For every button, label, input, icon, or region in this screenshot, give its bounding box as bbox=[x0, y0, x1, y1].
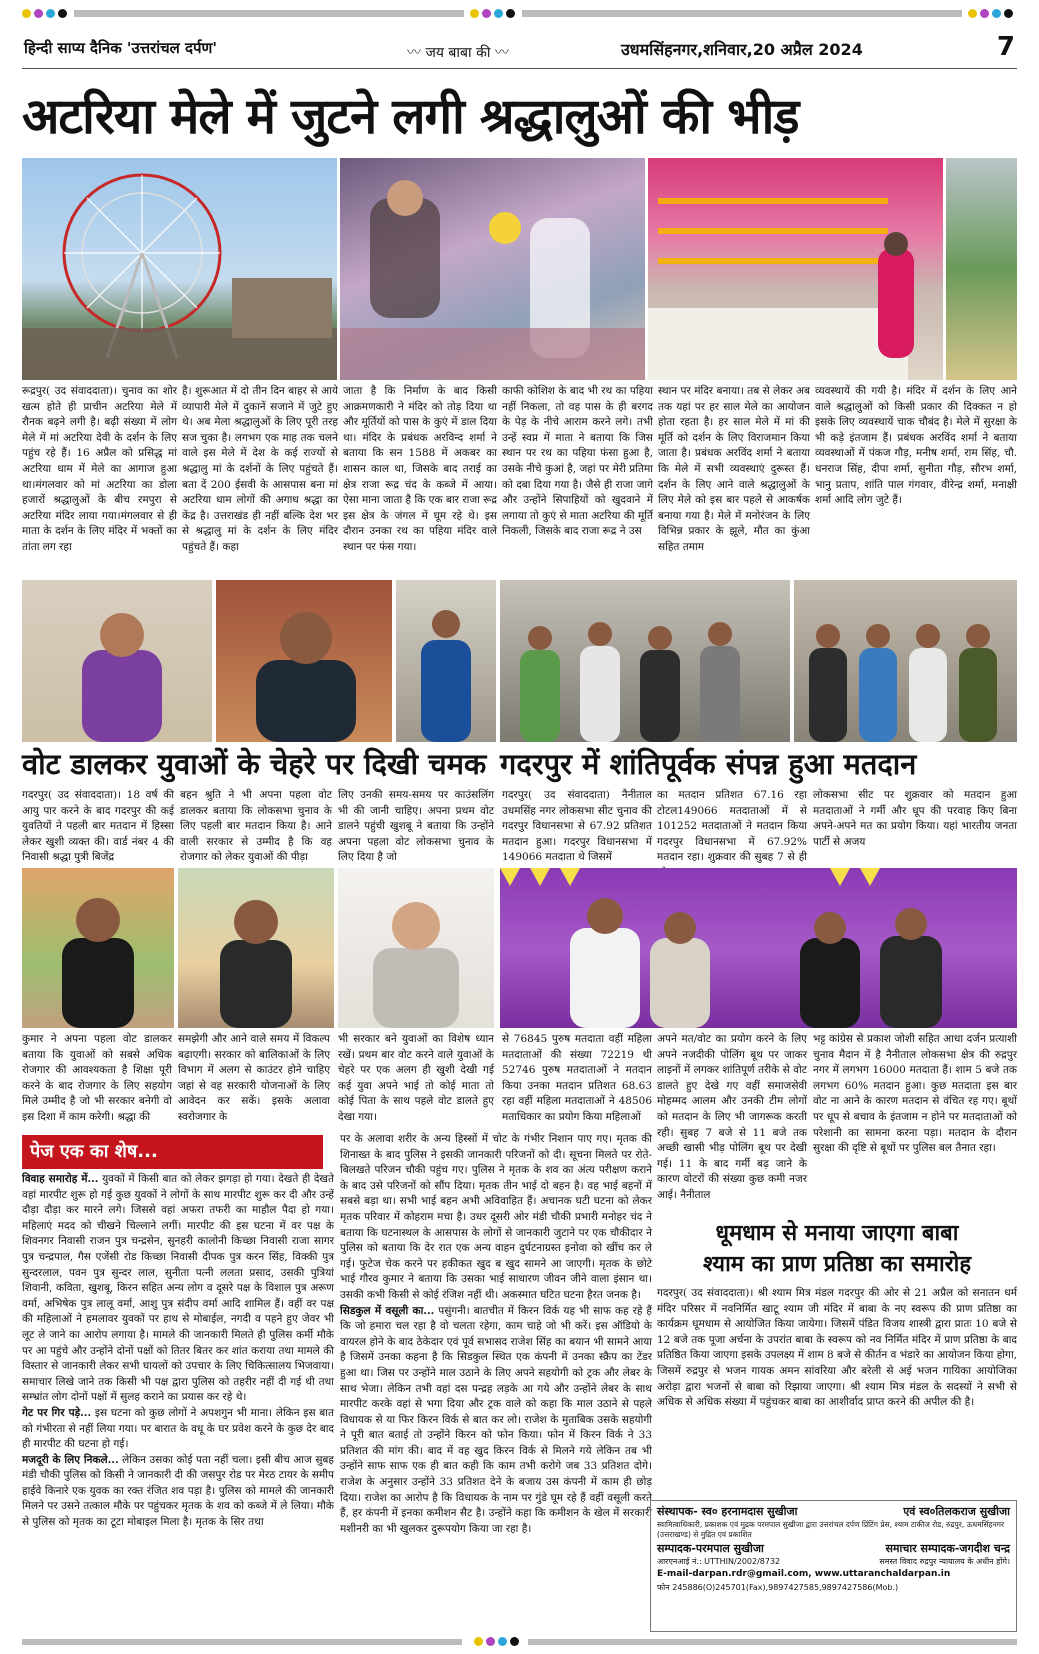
story1-col5: स्थान पर मंदिर बनाया। तब से लेकर अब तक यहां पर हर साल मेले का आयोजन होता रहता है। हर साल मेले में मां की मूर्ति को दर्शन के लिए विराजमान किया जाता है। प्रबंधक अरविंद शर्मा ने बताया कि मेले में सभी व्यवस्थाएं दुरूस्त हैं। दर्शन के लिए आने वाले श्रद्धालुओं के लिए मेले को इस बार पहले से आकर्षक बनाया गया है। मेले में मनोरंजन के लिए विभिन्न प्रकार के झूले, मौत का कुंआ सहित तमाम bbox=[658, 385, 810, 553]
top-decor-bar bbox=[22, 6, 1017, 20]
page-one-rest-col2: पर के अलावा शरीर के अन्य हिस्सों में चोट के गंभीर निशान पाए गए। मृतक की शिनाख्त के बाद पुलिस ने इसकी जानकारी परिजनों को दी। सूचना मिलते पर रोते-बिलखते परिजन चौकी पहुंच गए। पुलिस ने मृतक के शव का अंत्य परीक्षण कराने के बाद उसे परिजनों को सौंप दिया। मृतक तीन भाई दो बहन है। वह भाई बहनों में सबसे बड़ा था। सभी भाई बहन अभी अविवाहित हैं। अचानक घटी घटना को लेकर मृतक परिवार में कोहराम मचा है। उधर दूसरी ओर मंडी चौकी प्रभारी मनोहर चंद ने बताया कि घटनास्थल के आसपास के लोगों से जानकारी जुटाने पर एक चौकीदार ने पुलिस को बताया कि देर रात एक अन्य वाहन दुर्घटनाग्रस्त इनोवा को खींच कर ले गई। फुटेज चेक करने पर हकीकत खुद ब खुद सामने आ जाएगी। मृतक के छोटे भाई गौरव कुमार ने बताया कि उसका भाई साधारण जीवन जीने वाला इंसान था। उसकी कभी किसी से कोई रंजिश नहीं थी। अकस्मात घटित घटना हैरत जनक है। सिडकुल में वसूली का... पसुंगनी। बातचीत में किरन विर्क यह भी साफ कह रहे हैं कि जो हमारा चल रहा है वो चलता रहेगा, काम चाहे जो भी करें। इस ऑडियो के वायरल होने के बाद ठेकेदार एवं पूर्व सभासद राजेश सिंह का बयान भी सामने आया है जिसमें उनका कहना है कि सिडकुल स्थित एक कंपनी में उनका स्क्रैप का टेंडर हुआ था। जिस पर उन्होंने माल उठाने के लिए अपने सहयोगी को ट्रक और लेबर के साथ भेजा। लेकिन तभी वहां दस पन्द्रह लड़के आ गये और उन्होंने लेबर के साथ मारपीट करके वहां से भगा दिया और ट्रक वाले को कहा कि माल उठाने से पहले विधायक से या फिर किरन विर्क से बात कर लो। राजेश के मुताबिक उसके सहयोगी ने पूरी बात बताई तो उन्होंने किरन को फोन किया। फोन में किरन विर्क ने 33 प्रतिशत की मांग की। बाद में वह खुद किरन विर्क से मिलने गये लेकिन तब भी उन्होंने साफ साफ एक ही बात कही कि काम तभी करोगे जब 33 प्रतिशत दोगे। राजेश के अनुसार उन्होंने 33 प्रतिशत देने के बजाय उस कंपनी में काम ही छोड़ दिया। राजेश का आरोप है कि विधायक के नाम पर गुंडे घूम रहे हैं वहीं वसूली करते हैं, हर कंपनी में इनका कमीशन सैट है। उन्होंने कहा कि कमीशन के खेल में सरकारी मशीनरी का भी खुलकर दुरूपयोग किया जा रहा है। bbox=[340, 1133, 652, 1535]
bottom-decor-bar bbox=[22, 1636, 1017, 1648]
main-headline: अटरिया मेले में जुटने लगी श्रद्धालुओं की भीड़ bbox=[22, 88, 799, 145]
rni-number: आरएनआई नं.: UTTHIN/2002/8732 bbox=[657, 1557, 781, 1566]
story4-body: गदरपुर( उद संवाददाता)। श्री श्याम मित्र मंडल गदरपुर की ओर से 21 अप्रैल को सनातन धर्म मंदिर परिसर में नवनिर्मित खाटू श्याम जी मंदिर में बाबा के नए स्वरूप की प्राण प्रतिष्ठा का कार्यक्रम धूमधाम से आयोजित किया जायेगा। जिसमें पंडित विजय शास्त्री द्वारा प्रातः 10 बजे से 12 बजे तक पूजा अर्चना के उपरांत बाबा के स्वरूप को नव निर्मित मंदिर में प्राण प्रतिष्ठा के बाद प्रतिष्ठित किया जाएगा इसके उपलक्ष्य में शाम 8 बजे से कीर्तन व भंडारे का आयोजन किया होगा, जिसमें रुद्रपुर से भजन गायक अमन सांवरिया और बरेली से अई भजन गायिका आयोजिका अरोड़ा द्वारा भजनों से बाबा को रिझाया जाएगा। श्री श्याम मित्र मंडल के सदस्यों ने सभी से अधिक से अधिक संख्या में पहुंचकर बाबा का आशीर्वाद प्राप्त करने की अपील की है। bbox=[657, 1287, 1017, 1409]
story4-headline: धूमधाम से मनाया जाएगा बाबा श्याम का प्राण प्रतिष्ठा का समारोह bbox=[702, 1221, 972, 1277]
photo-voter-man-2 bbox=[216, 580, 392, 742]
story2-col2: बहन श्रुति ने भी अपना पहला वोट डालकर बताया कि लोकसभा चुनाव के लिए पहली बार मतदान किया है। आने वाली सरकार से उम्मीद है कि वह रोजगार को लेकर युवाओं की पीड़ा bbox=[180, 789, 332, 864]
photo-young-voter-1 bbox=[22, 868, 174, 1028]
photo-ferris-wheel bbox=[22, 158, 337, 380]
photo-bangle-stall bbox=[648, 158, 943, 380]
page-number: 7 bbox=[996, 32, 1015, 62]
photo-booth-voters bbox=[500, 868, 1017, 1028]
story2-headline: वोट डालकर युवाओं के चेहरे पर दिखी चमक bbox=[22, 747, 487, 781]
story3-col1: गदरपुर( उद संवाददाता) नैनीताल उधमसिंह नगर लोकसभा सीट चुनाव की गदरपुर विधानसभा से 67.92 प्रतिशत मतदान हुआ। गदरपुर विधानसभा में 149066 मतदाता थे जिसमें bbox=[502, 789, 652, 864]
story3-col3b: भट्ट कांग्रेस से प्रकाश जोशी सहित आधा दर्जन प्रत्याशी चुनाव मैदान में है नैनीताल लोकसभा क्षेत्र की रुद्रपुर नगर में लगभग 16000 मतदाता हैं। शाम 5 बजे तक लगभग 60% मतदान हुआ। कुछ मतदाता इस बार वोट ना आने के कारण मतदान से वंचित रह गए। बूथों पर धूप से बचाव के इंतजाम न होने पर मतदाताओं को परेशानी का सामना करना पड़ा। मतदान के दौरान सुरक्षा की दृष्टि से बूथों पर पुलिस बल तैनात रहा। bbox=[813, 1033, 1017, 1155]
story3-headline: गदरपुर में शांतिपूर्वक संपन्न हुआ मतदान bbox=[500, 747, 917, 781]
photo-voter-group-2 bbox=[794, 580, 1017, 742]
publisher-line: स्वामित्वाधिकारी, प्रकाशक एवं मुद्रक परमपाल सुखीजा द्वारा उत्तरांचल दर्पण प्रिंटिंग प्रेस, श्याम टाकीज रोड, रुद्रपुर, ऊधमसिंहनगर (उत्तराखण्ड) से मुद्रित एवं प्रकाशित bbox=[657, 1520, 1005, 1539]
date-line: उधमसिंहनगर,शनिवार,20 अप्रैल 2024 bbox=[621, 40, 863, 59]
paper-name: हिन्दी साप्य दैनिक 'उत्तरांचल दर्पण' bbox=[24, 39, 217, 57]
page-one-rest-col1: विवाह समारोह में... युवकों में किसी बात को लेकर झगड़ा हो गया। देखते ही देखते वहां मारपीट शुरू हो गई कुछ युवकों ने लोगों के साथ मारपीट शुरू कर दी और उन्हें दौड़ा दौड़ा कर मारने लगे। जिससे वहां अफरा तफरी का माहौल पैदा हो गया। महिलाएं मदद को चीखने चिल्लाने लगीं। मारपीट की इस घटना में वर पक्ष के शिवनगर निवासी राजन पुत्र चन्द्रसेन, सुनहरी कालोनी किच्छा निवासी राजा सागर पुत्र चन्द्रपाल, गैस एजेंसी रोड किच्छा निवासी दीपक पुत्र करन सिंह, विक्की पुत्र सुन्दरलाल, पवन पुत्र सुन्दर लाल, सुनीता पत्नी ललता प्रसाद, उसकी पुत्रियां शिवानी, कविता, खुशबू, किरन सहित अन्य लोग व दूसरे पक्ष के विशाल पुत्र अरूण वर्मा, अभिषेक पुत्र लालू वर्मा, आशु पुत्र संदीप वर्मा आदि शामिल हैं। वहीं वर पक्ष की महिलाओं ने हमलावर युवकों पर हाथ से मोबाईल, नगदी व पहने हुए जेवर भी लूट ले जाने का आरोप लगाया है। मामले की जानकारी मिलते ही पुलिस कर्मी मौके पर आ पहुंचे और उन्होंने दोनों पक्षों को तितर बितर कर शांत कराया तथा मामले की विस्तार से जानकारी लेकर सभी घायलों को उपचार के लिए चिकित्सालय भिजवाया। समाचार लिखे जाने तक किसी भी पक्ष द्वारा पुलिस को तहरीर नहीं दी गई थी तथा सम्भ्रांत लोग दोनों पक्षों में सुलह कराने का प्रयास कर रहे थे। गेट पर गिर पड़े... इस घटना को कुछ लोगों ने अपशगुन भी माना। लेकिन इस बात को गंभीरता से नहीं लिया गया। पर बारात के वधू के घर प्रवेश करने के कुछ देर बाद ही मारपीट की घटना हो गई। मजदूरी के लिए निकले... लेकिन उसका कोई पता नहीं चला। इसी बीच आज सुबह मंडी चौकी पुलिस को किसी ने जानकारी दी की जसपुर रोड पर मेरठ टायर के समीप हाईवे किनारे एक युवक का रक्त रंजित शव पड़ा है। पुलिस को मामले की जानकारी मिलने पर उसने तत्काल मौके पर पहुंचकर मृतक के शव को कब्जे में ले लिया। मौके से पुलिस को मृतक का टूटा मोबाइल मिला है। मृतक के सिर तथा bbox=[22, 1173, 335, 1529]
news-editor-credit: समाचार सम्पादक-जगदीश चन्द्र bbox=[885, 1542, 1010, 1555]
email-web: E-mail-darpan.rdr@gmail.com, www.uttaranchaldarpan.in bbox=[657, 1569, 951, 1579]
story3-col2: का मतदान प्रतिशत 67.16 रहा टोटल149066 मतदाताओं में से 101252 मतदाताओं ने मतदान किया गदरपुर विधानसभा में 67.92% मतदान रहा। शुक्रवार की सुबह 7 से ही bbox=[657, 789, 807, 864]
decor-dot-purple bbox=[34, 9, 43, 18]
editor-credit: सम्पादक-परमपाल सुखीजा bbox=[657, 1542, 764, 1555]
founder-left: संस्थापक- स्व० हरनामदास सुखीजा bbox=[657, 1505, 798, 1518]
story2-col2b: समझेगी और आने वाले समय में विकल्प बढ़ाएगी। सरकार को बालिकाओं के लिए विभाग में अलग से काउंटर होने चाहिए जहां से वह सरकारी योजनाओं के लिए आवेदन कर सकें। इसके अलावा स्वरोजगार के bbox=[178, 1033, 330, 1123]
center-slogan: 〰 जय बाबा की 〰 bbox=[407, 45, 509, 61]
story3-col1b: से 76845 पुरुष मतदाता वहीं महिला मतदाताओं की संख्या 72219 थी 52746 पुरुष मतदाताओं ने मतदान किया उनका मतदान प्रतिशत 68.63 रहा वहीं महिला मतदाताओं ने 48506 मताधिकार का प्रयोग किया महिलाओं bbox=[502, 1033, 652, 1123]
photo-voter-elderly bbox=[396, 580, 496, 742]
jurisdiction-note: समस्त विवाद रुद्रपुर न्यायालय के अधीन होंगे। bbox=[879, 1557, 1010, 1566]
story1-col4: काफी कोशिश के बाद भी रथ का पहिया नहीं निकला, तो वह पास के ही बरगद के पेड़ के नीचे आराम करने लगे। तभी उन्हें स्वप्न में माता ने बताया कि जिस स्थान पर रथ का पहिया फंसा हुआ है, उसके नीचे कुआं है, जहां पर मेरी प्रतिमा को दबा दिया गया है। जैसे ही राजा जागे और उन्होंने सिपाहियों को खुदवाने में लगाया तो कुएं से माता अटरिया की मूर्ति निकली, जिसके बाद राजा रूद्र ने उस bbox=[502, 385, 653, 538]
credits-box bbox=[650, 1500, 1017, 1632]
story3-col3: लोकसभा सीट पर शुक्रवार को मतदान हुआ मतदाताओं ने गर्मी और धूप की परवाह किए बिना अपने-अपने मत का प्रयोग किया। यहां भारतीय जनता पार्टी से अजय bbox=[813, 789, 1017, 848]
photo-young-voter-3 bbox=[338, 868, 494, 1028]
story2-col1b: कुमार ने अपना पहला वोट डालकर बताया कि युवाओं को सबसे अधिक रोजगार की आवश्यकता है शिक्षा पूरी करने के बाद रोजगार के लिए सहयोग मिले उम्मीद है जो भी सरकार बनेगी वो इस दिशा में काम करेगी। श्रद्धा की bbox=[22, 1033, 172, 1123]
story2-col3: लिए उनकी समय-समय पर काउंसलिंग भी की जानी चाहिए। अपना प्रथम वोट डालने पहुंची खुशबू ने बताया कि उन्होंने अपना पहला वोट लोकसभा चुनाव के लिए दिया है जो bbox=[338, 789, 494, 864]
page-header bbox=[22, 24, 1017, 69]
decor-dot-black bbox=[58, 9, 67, 18]
page-one-rest-banner: पेज एक का शेष... bbox=[22, 1135, 323, 1169]
photo-vendor-stall bbox=[946, 158, 1017, 380]
decor-dot-cyan bbox=[46, 9, 55, 18]
photo-voter-man-1 bbox=[22, 580, 212, 742]
decor-dot-yellow bbox=[22, 9, 31, 18]
photo-young-voter-2 bbox=[178, 868, 334, 1028]
founder-right: एवं स्व०तिलकराज सुखीजा bbox=[903, 1505, 1010, 1518]
story2-col3b: भी सरकार बने युवाओं का विशेष ध्यान रखें। प्रथम बार वोट करने वाले युवाओं के चेहरे पर एक अलग ही खुशी देखी गई कई युवा अपने भाई तो कोई माता तो कोई पिता के साथ पहले वोट डालते हुए देखा गया। bbox=[338, 1033, 494, 1123]
photo-voter-group-1 bbox=[500, 580, 790, 742]
photo-stall-shopkeepers bbox=[340, 158, 645, 380]
story2-col1: गदरपुर( उद संवाददाता)। 18 वर्ष की आयु पार करने के बाद गदरपुर की कई युवतियों ने पहली बार मतदान में हिस्सा लेकर खुशी व्यक्त की। वार्ड नंबर 4 की निवासी श्रद्धा पुत्री बिजेंद्र bbox=[22, 789, 174, 864]
story1-col6: व्यवस्थायें की गयी है। मंदिर में दर्शन के लिए आने वाले श्रद्धालुओं को किसी प्रकार की दिक्कत न हो इसके लिए व्यवस्थायें चाक चौबंद है। मेले में सुरक्षा के भी कड़े इंतजाम हैं। प्रबंधक अरविंद शर्मा ने बताया व्यवस्थाओं में पंकज गौड़, मनीष शर्मा, राम सिंह, चौ. धनराज सिंह, दीपा शर्मा, सुनीता गौड़, सौरभ शर्मा, भानु प्रताप, शांति पाल गंगवार, वीरेन्द्र शर्मा, मनाक्षी शर्मा आदि लोग जुटे हैं। bbox=[815, 385, 1017, 507]
story1-col3: जाता है कि निर्माण के बाद किसी आक्रमणकारी ने मंदिर को तोड़ दिया था और मूर्तियों को पास के कुएं में डाल दिया था। मंदिर के प्रबंधक अरविन्द शर्मा ने बताया कि सन 1588 में अकबर का शासन काल था, जिसके बाद तराई का क्षेत्र राजा रूद्र चंद के कब्जे में आया। ऐसा माना जाता है कि एक बार राजा रूद्र इस क्षेत्र के जंगल में घूम रहे थे। इस दौरान उनका रथ का पहिया मंदिर वाले स्थान पर फंस गया। bbox=[343, 385, 497, 553]
story1-col2: है। शुरूआत में दो तीन दिन बाहर से आये व्यापारी मेले में दुकानें सजाने में जुटे हुए थे। अब मेला श्रद्धालुओं के लिए पूरी तरह सज चुका है। लगभग एक माह तक चलने वाले इस मेले में देश के कई राज्यों से श्रद्धालु मां के दर्शनों के लिए पहुंचते हैं। बता दें 200 ईसवी के आसपास बना मां अटरिया धाम लोगों की अगाध श्रद्धा का केंद्र है। उत्तराखंड ही नहीं बल्कि देश भर से श्रद्धालु मां के दर्शन के लिए मंदिर पहुंचते हैं। कहा bbox=[182, 385, 338, 553]
story3-col2b: अपने मत/वोट का प्रयोग करने के लिए अपने नजदीकी पोलिंग बूथ पर जाकर लाइनों में लगकर शांतिपूर्ण तरीके से वोट डालते हुए देखे गए वहीं समाजसेवी मोहम्मद आलम और उनकी टीम लोगों को मतदान के लिए भी जागरूक करती रही। सुबह 7 बजे से 11 बजे तक अच्छी खासी भीड़ पोलिंग बूथ पर देखी गई। 11 के बाद गर्मी बढ़ जाने के कारण वोटरों की संख्या कुछ कमी नजर आई। नैनीताल bbox=[657, 1033, 807, 1201]
story1-col1: रूद्रपुर( उद संवाददाता)। चुनाव का शोर खत्म होते ही प्राचीन अटरिया मेले में रौनक बढ़ने लगी है। बढ़ी संख्या में लोग मेले में मां अटरिया देवी के दर्शन के लिए पहुंच रहे हैं। 16 अप्रैल को प्रसिद्ध मां अटरिया धाम में मेले का आगाज हुआ था।मंगलवार को मां अटरिया का डोला हजारों श्रद्धालुओं के बीच रमपुरा से अटरिया मंदिर लाया गया।मंगलवार से ही माता के दर्शन के लिए मंदिर में भक्तों का तांता लग रहा bbox=[22, 385, 177, 553]
phone-numbers: फोन 245886(O)245701(Fax),9897427585,9897427586(Mob.) bbox=[657, 1583, 899, 1592]
